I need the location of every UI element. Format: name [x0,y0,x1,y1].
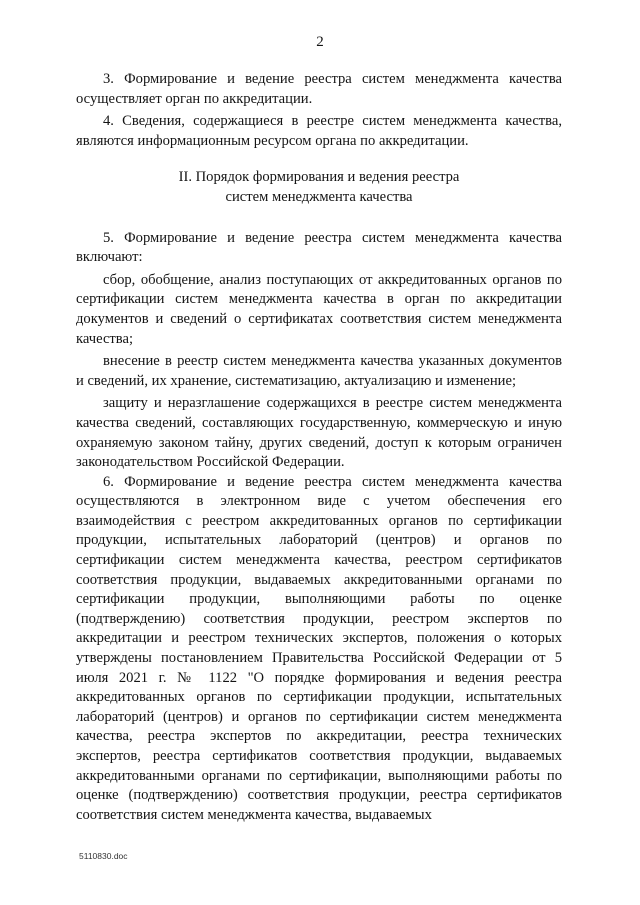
page-number: 2 [316,34,324,50]
document-body [76,70,562,825]
section-heading-line-1: II. Порядок формирования и ведения реестра [178,169,460,186]
section-heading-line-2: систем менеджмента качества [225,188,413,205]
section-heading [76,168,562,207]
paragraph-6: 6. Формирование и ведение реестра систем менеджмента качества осуществляются в электронном виде с учетом обеспечения его взаимодействия с реестром аккредитованных органов по сертификации продукции, испытательных лабораторий (центров) и органов по сертификации систем менеджмента качества, реестром сертификатов соответствия продукции, выдаваемых аккредитованными органами по сертификации продукции, выполняющими работы по оценке (подтверждению) соответствия продукции, реестром экспертов по аккредитации и реестром технических экспертов, положения о которых утверждены постановлением Правительства Российской Федерации от 5 июля 2021 г. № 1122 "О порядке формирования и ведения реестра аккредитованных органов по сертификации продукции, испытательных лабораторий (центров) и органов по сертификации систем менеджмента качества, реестра экспертов по аккредитации, реестра технических экспертов, реестра сертификатов соответствия продукции, выдаваемых аккредитованными органами по сертификации, выполняющими работы по оценке (подтверждению) соответствия продукции, реестра сертификатов соответствия систем менеджмента качества, выдаваемых [76,473,562,823]
paragraph-5-item-1: сбор, обобщение, анализ поступающих от аккредитованных органов по сертификации систем менеджмента качества в орган по аккредитации документов и сведений о сертификатах соответствия систем менеджмента качества; [76,271,562,347]
paragraph-4: 4. Сведения, содержащиеся в реестре систем менеджмента качества, являются информационным ресурсом органа по аккредитации. [76,113,562,149]
paragraph-3: 3. Формирование и ведение реестра систем менеджмента качества осуществляет орган по аккредитации. [76,71,562,107]
paragraph-5: 5. Формирование и ведение реестра систем менеджмента качества включают: [76,229,562,266]
paragraph-5-item-3: защиту и неразглашение содержащихся в реестре систем менеджмента качества сведений, составляющих государственную, коммерческую и иную охраняемую законом тайну, других сведений, доступ к которым ограничен законодательством Российской Федерации. [76,395,562,471]
paragraph-5-item-2: внесение в реестр систем менеджмента качества указанных документов и сведений, их хранение, систематизацию, актуализацию и изменение; [76,353,562,389]
footer-file-code: 5110830.doc [79,851,128,861]
